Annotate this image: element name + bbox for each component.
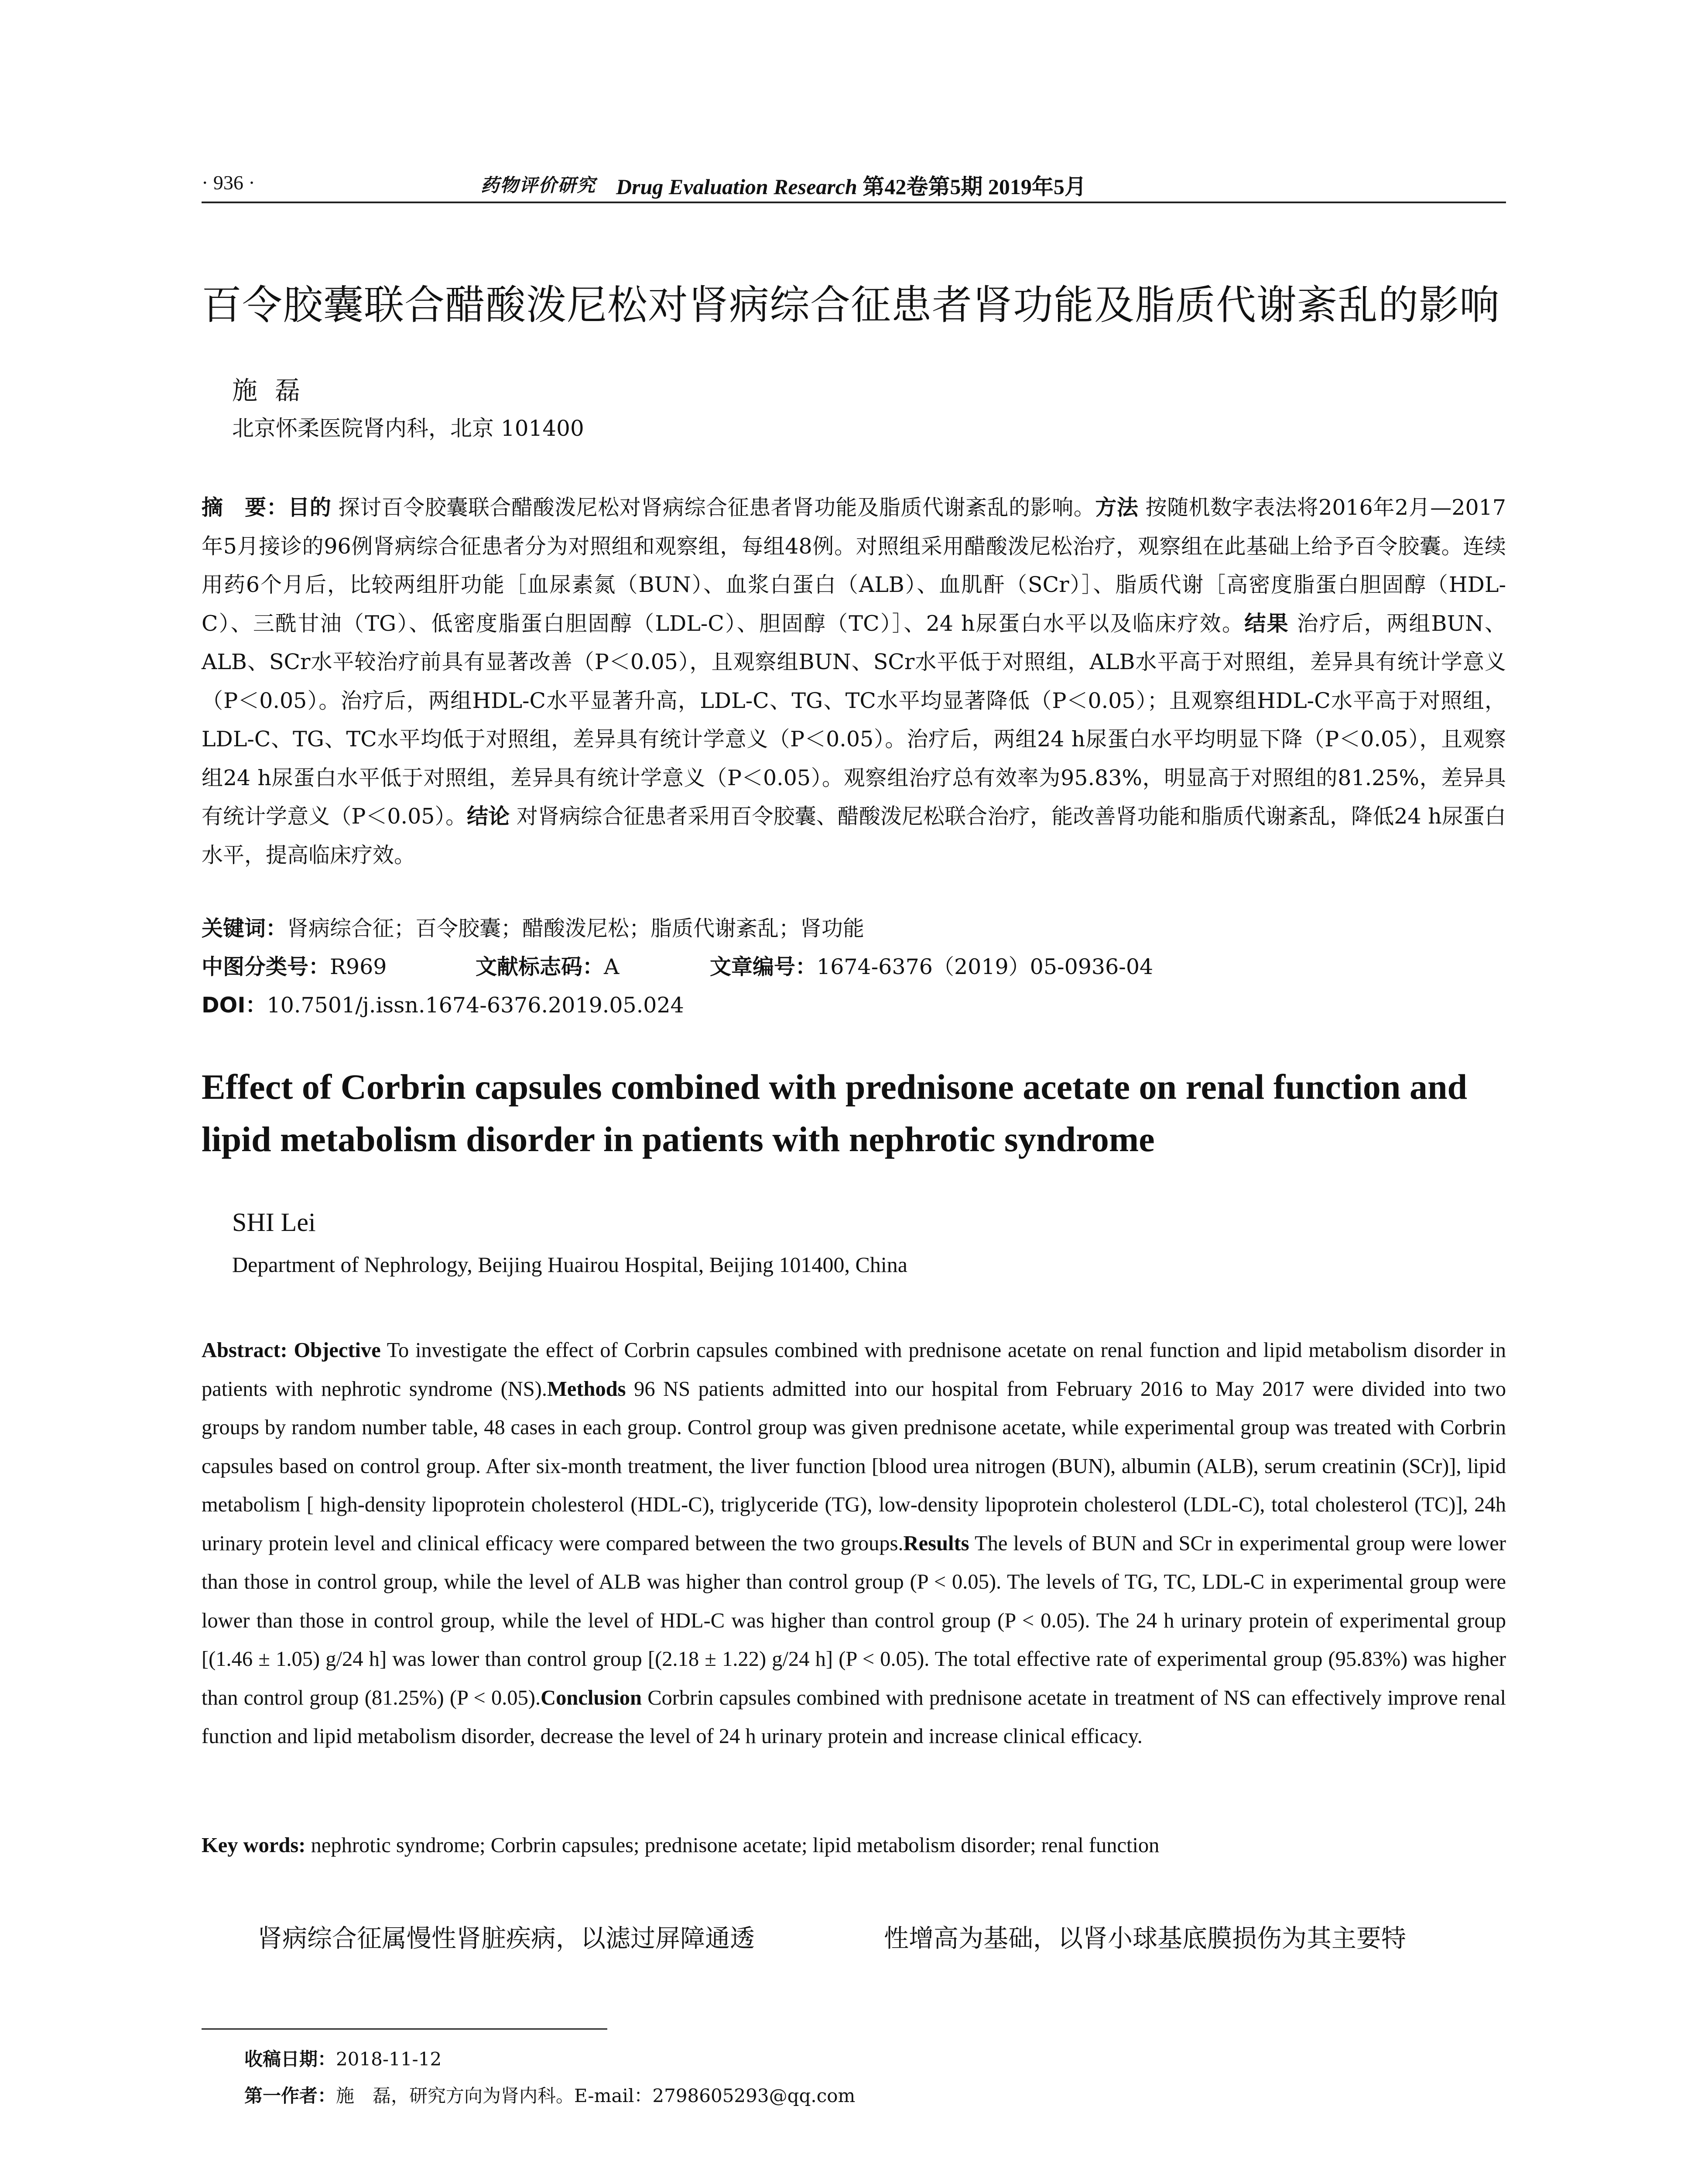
en-results-text: The levels of BUN and SCr in experimental group were lower than those in control group, while the level of ALB was higher than control group (P < 0.05). The levels of TG, TC, LDL-C in experimental group were lower than those in control group, while the level of HDL-C was higher than control group (P < 0.05). The 24 h urinary protein of experimental group [(1.46 ± 1.05) g/24 h] was lower than control group [(2.18 ± 1.22) g/24 h] (P < 0.05). The total effective rate of experimental group (95.83%) was higher than control group (81.25%) (P < 0.05). xyxy=(202,1531,1506,1709)
article-no-item xyxy=(710,950,1153,981)
chinese-keywords xyxy=(202,912,864,942)
en-conclusion-text: Corbrin capsules combined with prednisone acetate in treatment of NS can effectively improve renal function and lipid metabolism disorder, decrease the level of 24 h urinary protein and increase clinical efficacy. xyxy=(202,1686,1506,1748)
en-methods-text: 96 NS patients admitted into our hospital from February 2016 to May 2017 were divided into two groups by random number table, 48 cases in each group. Control group was given prednisone acetate, while experimental group was treated with Corbrin capsules based on control group. After six-month treatment, the liver function [blood urea nitrogen (BUN), albumin (ALB), serum creatinin (SCr)], lipid metabolism [ high-density lipoprotein cholesterol (HDL-C), triglyceride (TG), low-density lipoprotein cholesterol (LDL-C), total cholesterol (TC)], 24h urinary protein level and clinical efficacy were compared between the two groups. xyxy=(202,1377,1506,1555)
doc-code-label: 文献标志码： xyxy=(476,954,604,979)
english-author: SHI Lei xyxy=(232,1208,316,1237)
english-title: Effect of Corbrin capsules combined with prednisone acetate on renal function and lipid metabolism disorder in patients with nephrotic syndrome xyxy=(202,1067,1468,1159)
classification-line xyxy=(202,950,1506,981)
article-no-label: 文章编号： xyxy=(710,954,817,979)
running-header xyxy=(202,169,1506,204)
conclusion-label: 结论 xyxy=(467,804,510,829)
keywords-label: 关键词： xyxy=(202,916,288,941)
en-objective-text: To investigate the effect of Corbrin capsules combined with prednisone acetate on renal function and lipid metabolism disorder in patients with nephrotic syndrome (NS). xyxy=(202,1339,1506,1401)
en-keywords-label: Key words: xyxy=(202,1834,306,1857)
chinese-author: 施磊 xyxy=(232,376,318,405)
doc-code-value: A xyxy=(604,954,620,979)
footnote-divider xyxy=(202,2028,607,2030)
issue-info: 第42卷第5期 2019年5月 xyxy=(863,174,1086,199)
abstract-label: 摘 要： xyxy=(202,495,288,520)
first-author-value: 施 磊，研究方向为肾内科。E-mail：2798605293@qq.com xyxy=(336,2085,856,2106)
received-label: 收稿日期： xyxy=(244,2048,336,2070)
english-affiliation: Department of Nephrology, Beijing Huairou Hospital, Beijing 101400, China xyxy=(232,1252,907,1277)
en-results-label: Results xyxy=(903,1531,969,1555)
journal-name: Drug Evaluation Research xyxy=(616,174,857,199)
chinese-abstract xyxy=(202,489,1506,875)
en-methods-label: Methods xyxy=(547,1377,626,1401)
clc-value: R969 xyxy=(330,954,387,979)
en-abstract-label: Abstract: xyxy=(202,1339,288,1362)
results-label: 结果 xyxy=(1244,611,1289,636)
clc-label: 中图分类号： xyxy=(202,954,330,979)
english-abstract xyxy=(202,1331,1506,1756)
objective-text: 探讨百令胶囊联合醋酸泼尼松对肾病综合征患者肾功能及脂质代谢紊乱的影响。 xyxy=(338,495,1095,520)
english-keywords xyxy=(202,1833,1506,1857)
first-author-label: 第一作者： xyxy=(244,2085,336,2106)
body-right-column: 性增高为基础，以肾小球基底膜损伤为其主要特 xyxy=(884,1924,1406,1953)
article-no-value: 1674-6376（2019）05-0936-04 xyxy=(817,954,1153,979)
results-text: 治疗后，两组BUN、ALB、SCr水平较治疗前具有显著改善（P＜0.05），且观察组BUN、SCr水平低于对照组，ALB水平高于对照组，差异具有统计学意义（P＜0.05）。治疗后，两组HDL-C水平显著升高，LDL-C、TG、TC水平均显著降低（P＜0.05）；且观察组HDL-C水平高于对照组，LDL-C、TG、TC水平均低于对照组，差异具有统计学意义（P＜0.05）。治疗后，两组24 h尿蛋白水平均明显下降（P＜0.05），且观察组24 h尿蛋白水平低于对照组，差异具有统计学意义（P＜0.05）。观察组治疗总有效率为95.83%，明显高于对照组的81.25%，差异具有统计学意义（P＜0.05）。 xyxy=(202,611,1506,829)
methods-text: 按随机数字表法将2016年2月—2017年5月接诊的96例肾病综合征患者分为对照组和观察组，每组48例。对照组采用醋酸泼尼松治疗，观察组在此基础上给予百令胶囊。连续用药6个月后，比较两组肝功能［血尿素氮（BUN）、血浆白蛋白（ALB）、血肌酐（SCr）］、脂质代谢［高密度脂蛋白胆固醇（HDL-C）、三酰甘油（TG）、低密度脂蛋白胆固醇（LDL-C）、胆固醇（TC）］、24 h尿蛋白水平以及临床疗效。 xyxy=(202,495,1506,636)
chinese-affiliation: 北京怀柔医院肾内科，北京 101400 xyxy=(232,416,584,441)
conclusion-text: 对肾病综合征患者采用百令胶囊、醋酸泼尼松联合治疗，能改善肾功能和脂质代谢紊乱，降低24 h尿蛋白水平，提高临床疗效。 xyxy=(202,804,1506,868)
journal-logo: 药物评价研究 xyxy=(481,174,596,196)
body-left-column: 肾病综合征属慢性肾脏疾病，以滤过屏障通透 xyxy=(257,1924,755,1953)
first-author-note xyxy=(244,2082,855,2108)
doi-line xyxy=(202,988,684,1019)
chinese-title: 百令胶囊联合醋酸泼尼松对肾病综合征患者肾功能及脂质代谢紊乱的影响 xyxy=(202,282,1500,328)
received-date xyxy=(244,2045,442,2071)
doc-code-item xyxy=(476,950,619,981)
journal-citation xyxy=(616,169,1086,201)
doi-label: DOI： xyxy=(202,993,267,1018)
received-value: 2018-11-12 xyxy=(336,2048,442,2070)
page-number: · 936 · xyxy=(202,171,255,194)
objective-label: 目的 xyxy=(288,495,332,520)
doi-value: 10.7501/j.issn.1674-6376.2019.05.024 xyxy=(267,993,684,1018)
en-conclusion-label: Conclusion xyxy=(541,1686,642,1709)
methods-label: 方法 xyxy=(1095,495,1139,520)
en-objective-label: Objective xyxy=(294,1339,381,1362)
keywords-text: 肾病综合征；百令胶囊；醋酸泼尼松；脂质代谢紊乱；肾功能 xyxy=(287,916,865,941)
header-divider xyxy=(202,202,1506,203)
en-keywords-text: nephrotic syndrome; Corbrin capsules; prednisone acetate; lipid metabolism disorder; renal function xyxy=(311,1834,1160,1857)
clc-item xyxy=(202,950,387,981)
